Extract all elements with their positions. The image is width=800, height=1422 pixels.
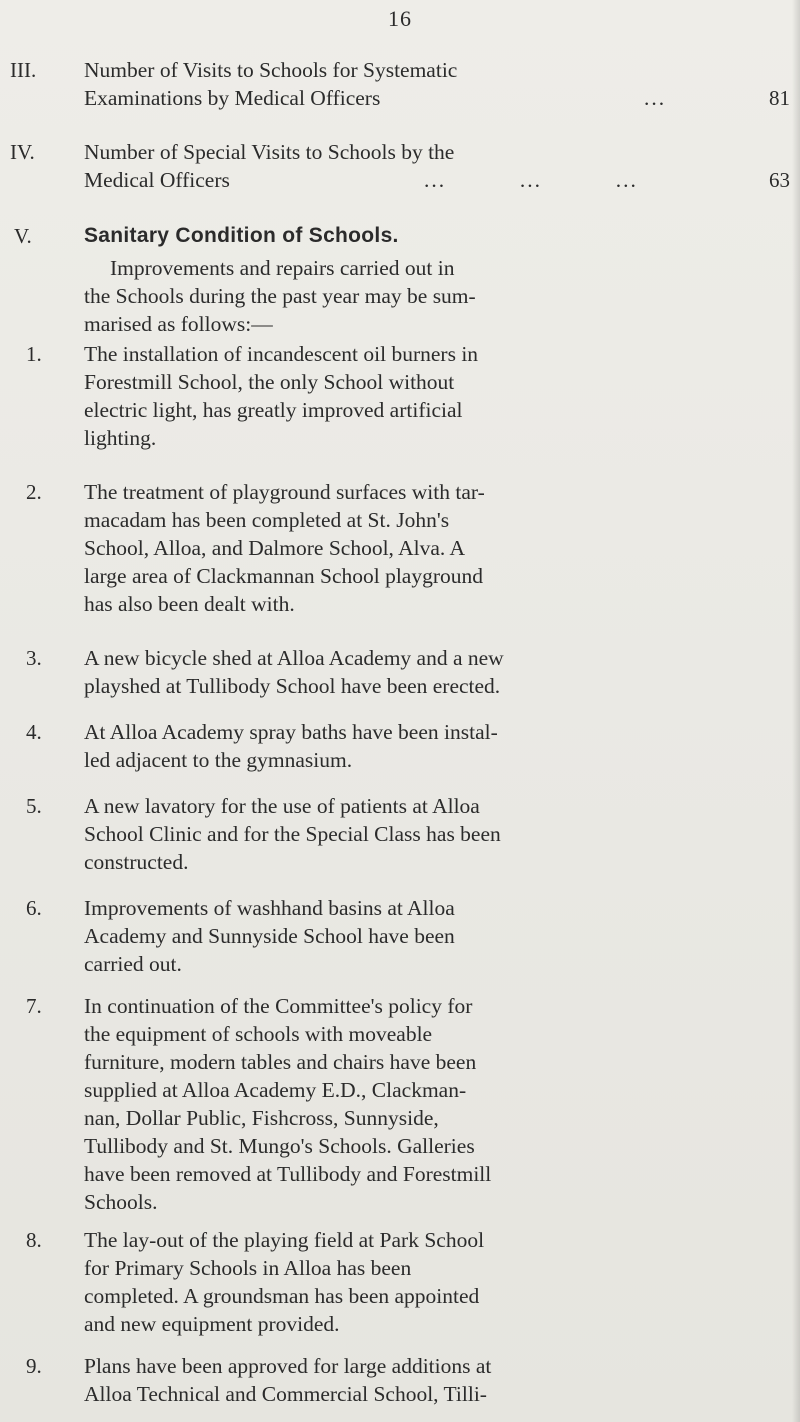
item-line: Improvements of washhand basins at Alloa: [84, 896, 455, 920]
item-line: led adjacent to the gymnasium.: [84, 748, 353, 772]
item-line: Forestmill School, the only School without: [84, 370, 455, 394]
item-paragraph-8: [84, 1226, 744, 1338]
item-line: The installation of incandescent oil burners in: [84, 342, 479, 366]
item-line: In continuation of the Committee's policy for: [84, 994, 473, 1018]
intro-line: Improvements and repairs carried out in: [110, 256, 455, 280]
item-number-8: 8.: [26, 1228, 42, 1252]
toc-numeral-iii: III.: [10, 58, 37, 82]
item-line: A new bicycle shed at Alloa Academy and a new: [84, 646, 504, 670]
item-line: At Alloa Academy spray baths have been instal-: [84, 720, 498, 744]
item-line: playshed at Tullibody School have been erected.: [84, 674, 501, 698]
item-line: the equipment of schools with moveable: [84, 1022, 433, 1046]
item-paragraph-7: [84, 992, 744, 1216]
intro-line: marised as follows:—: [84, 312, 273, 336]
item-paragraph-1: [84, 340, 744, 452]
item-line: lighting.: [84, 426, 157, 450]
toc-entry-iv-line-1: Number of Special Visits to Schools by the: [84, 140, 455, 164]
item-number-3: 3.: [26, 646, 42, 670]
item-line: School Clinic and for the Special Class has been: [84, 822, 501, 846]
item-line: for Primary Schools in Alloa has been: [84, 1256, 412, 1280]
item-line: The lay-out of the playing field at Park School: [84, 1228, 485, 1252]
item-number-1: 1.: [26, 342, 42, 366]
toc-entry-iii-leader: ...: [644, 86, 667, 110]
item-line: The treatment of playground surfaces with tar-: [84, 480, 485, 504]
item-number-9: 9.: [26, 1354, 42, 1378]
item-number-2: 2.: [26, 480, 42, 504]
item-line: Schools.: [84, 1190, 158, 1214]
toc-entry-iv-text: Medical Officers: [84, 168, 230, 192]
intro-line: the Schools during the past year may be sum-: [84, 284, 476, 308]
section-heading: Sanitary Condition of Schools.: [84, 224, 399, 247]
section-numeral-v: V.: [14, 224, 32, 248]
toc-entry-iii-text: Examinations by Medical Officers: [84, 86, 381, 110]
item-paragraph-9: [84, 1352, 744, 1408]
item-line: furniture, modern tables and chairs have been: [84, 1050, 477, 1074]
page-number: 16: [388, 6, 412, 31]
item-line: supplied at Alloa Academy E.D., Clackman-: [84, 1078, 467, 1102]
item-line: large area of Clackmannan School playground: [84, 564, 484, 588]
item-line: and new equipment provided.: [84, 1312, 340, 1336]
item-number-4: 4.: [26, 720, 42, 744]
item-line: Plans have been approved for large additions at: [84, 1354, 492, 1378]
toc-entry-iii-line-2: [84, 84, 784, 112]
item-line: carried out.: [84, 952, 182, 976]
item-number-5: 5.: [26, 794, 42, 818]
item-number-6: 6.: [26, 896, 42, 920]
item-line: A new lavatory for the use of patients at Alloa: [84, 794, 480, 818]
toc-entry-iii-line-1: Number of Visits to Schools for Systematic: [84, 58, 458, 82]
toc-page-iv: 63: [769, 168, 790, 192]
item-line: School, Alloa, and Dalmore School, Alva. A: [84, 536, 465, 560]
item-number-7: 7.: [26, 994, 42, 1018]
item-line: Tullibody and St. Mungo's Schools. Galleries: [84, 1134, 475, 1158]
item-paragraph-6: [84, 894, 744, 978]
toc-numeral-iv: IV.: [10, 140, 35, 164]
item-paragraph-2: [84, 478, 744, 618]
item-line: Academy and Sunnyside School have been: [84, 924, 455, 948]
item-line: have been removed at Tullibody and Forestmill: [84, 1162, 492, 1186]
item-paragraph-5: [84, 792, 744, 876]
toc-entry-iv-line-2: [84, 166, 784, 194]
item-line: nan, Dollar Public, Fishcross, Sunnyside,: [84, 1106, 439, 1130]
item-line: constructed.: [84, 850, 189, 874]
item-paragraph-3: [84, 644, 744, 700]
item-line: completed. A groundsman has been appointed: [84, 1284, 480, 1308]
section-intro: [84, 254, 744, 338]
item-paragraph-4: [84, 718, 744, 774]
item-line: electric light, has greatly improved artificial: [84, 398, 463, 422]
item-line: macadam has been completed at St. John's: [84, 508, 450, 532]
item-line: Alloa Technical and Commercial School, Tilli-: [84, 1382, 487, 1406]
toc-entry-iv-leader: ... ... ...: [424, 168, 638, 192]
item-line: has also been dealt with.: [84, 592, 295, 616]
page-edge-shadow: [792, 0, 800, 1422]
toc-page-iii: 81: [769, 86, 790, 110]
